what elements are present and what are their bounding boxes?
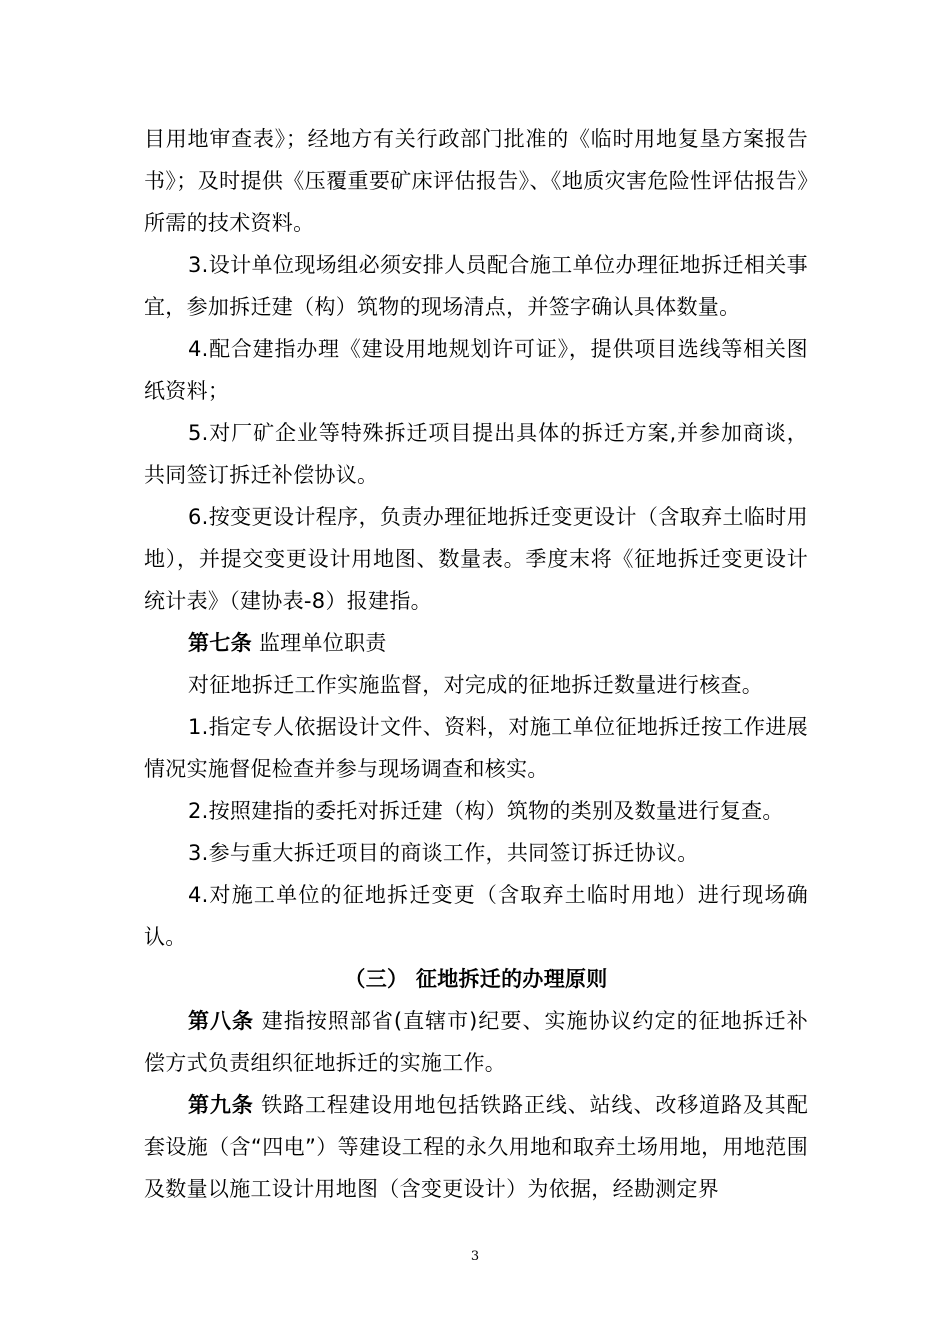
article-9-text: 铁路工程建设用地包括铁路正线、站线、改移道路及其配套设施（含“四电”）等建设工程的永久用地和取弃土场用地，用地范围及数量以施工设计用地图（含变更设计）为依据，经勘测定界 (144, 1093, 808, 1201)
paragraph-supervision-item-2: 2.按照建指的委托对拆迁建（构）筑物的类别及数量进行复查。 (188, 799, 784, 823)
paragraph-planning-permit: 4.配合建指办理《建设用地规划许可证》，提供项目选线等相关图纸资料； (144, 337, 808, 403)
paragraph-special-demolition: 5.对厂矿企业等特殊拆迁项目提出具体的拆迁方案,并参加商谈，共同签订拆迁补偿协议。 (144, 421, 808, 487)
paragraph-supervision-overview: 对征地拆迁工作实施监督，对完成的征地拆迁数量进行核查。 (188, 673, 764, 697)
article-9 (144, 1084, 808, 1210)
article-9-label: 第九条 (188, 1093, 254, 1117)
article-8-label: 第八条 (188, 1009, 255, 1033)
article-7-heading (144, 622, 808, 664)
page-number: 3 (470, 1249, 480, 1264)
paragraph-design-site-team: 3.设计单位现场组必须安排人员配合施工单位办理征地拆迁相关事宜，参加拆迁建（构）筑物的现场清点，并签字确认具体数量。 (144, 253, 808, 319)
section-heading-principles: （三） 征地拆迁的办理原则 (344, 967, 608, 991)
article-7-label: 第七条 (188, 631, 252, 655)
paragraph-supervision-item-3: 3.参与重大拆迁项目的商谈工作，共同签订拆迁协议。 (188, 841, 699, 865)
document-page (144, 118, 808, 1210)
paragraph-supervision-item-4: 4.对施工单位的征地拆迁变更（含取弃土临时用地）进行现场确认。 (144, 883, 808, 949)
article-8-text: 建指按照部省(直辖市)纪要、实施协议约定的征地拆迁补偿方式负责组织征地拆迁的实施工作。 (144, 1009, 808, 1075)
paragraph-supervision-item-1: 1.指定专人依据设计文件、资料，对施工单位征地拆迁按工作进展情况实施督促检查并参与现场调查和核实。 (144, 715, 808, 781)
article-7-title: 监理单位职责 (251, 631, 387, 655)
paragraph-land-review: 目用地审查表》；经地方有关行政部门批准的《临时用地复垦方案报告书》；及时提供《压覆重要矿床评估报告》、《地质灾害危险性评估报告》所需的技术资料。 (144, 127, 808, 235)
article-8 (144, 1000, 808, 1084)
paragraph-design-change: 6.按变更设计程序，负责办理征地拆迁变更设计（含取弃土临时用地），并提交变更设计用地图、数量表。季度末将《征地拆迁变更设计统计表》（建协表-8）报建指。 (144, 505, 808, 613)
